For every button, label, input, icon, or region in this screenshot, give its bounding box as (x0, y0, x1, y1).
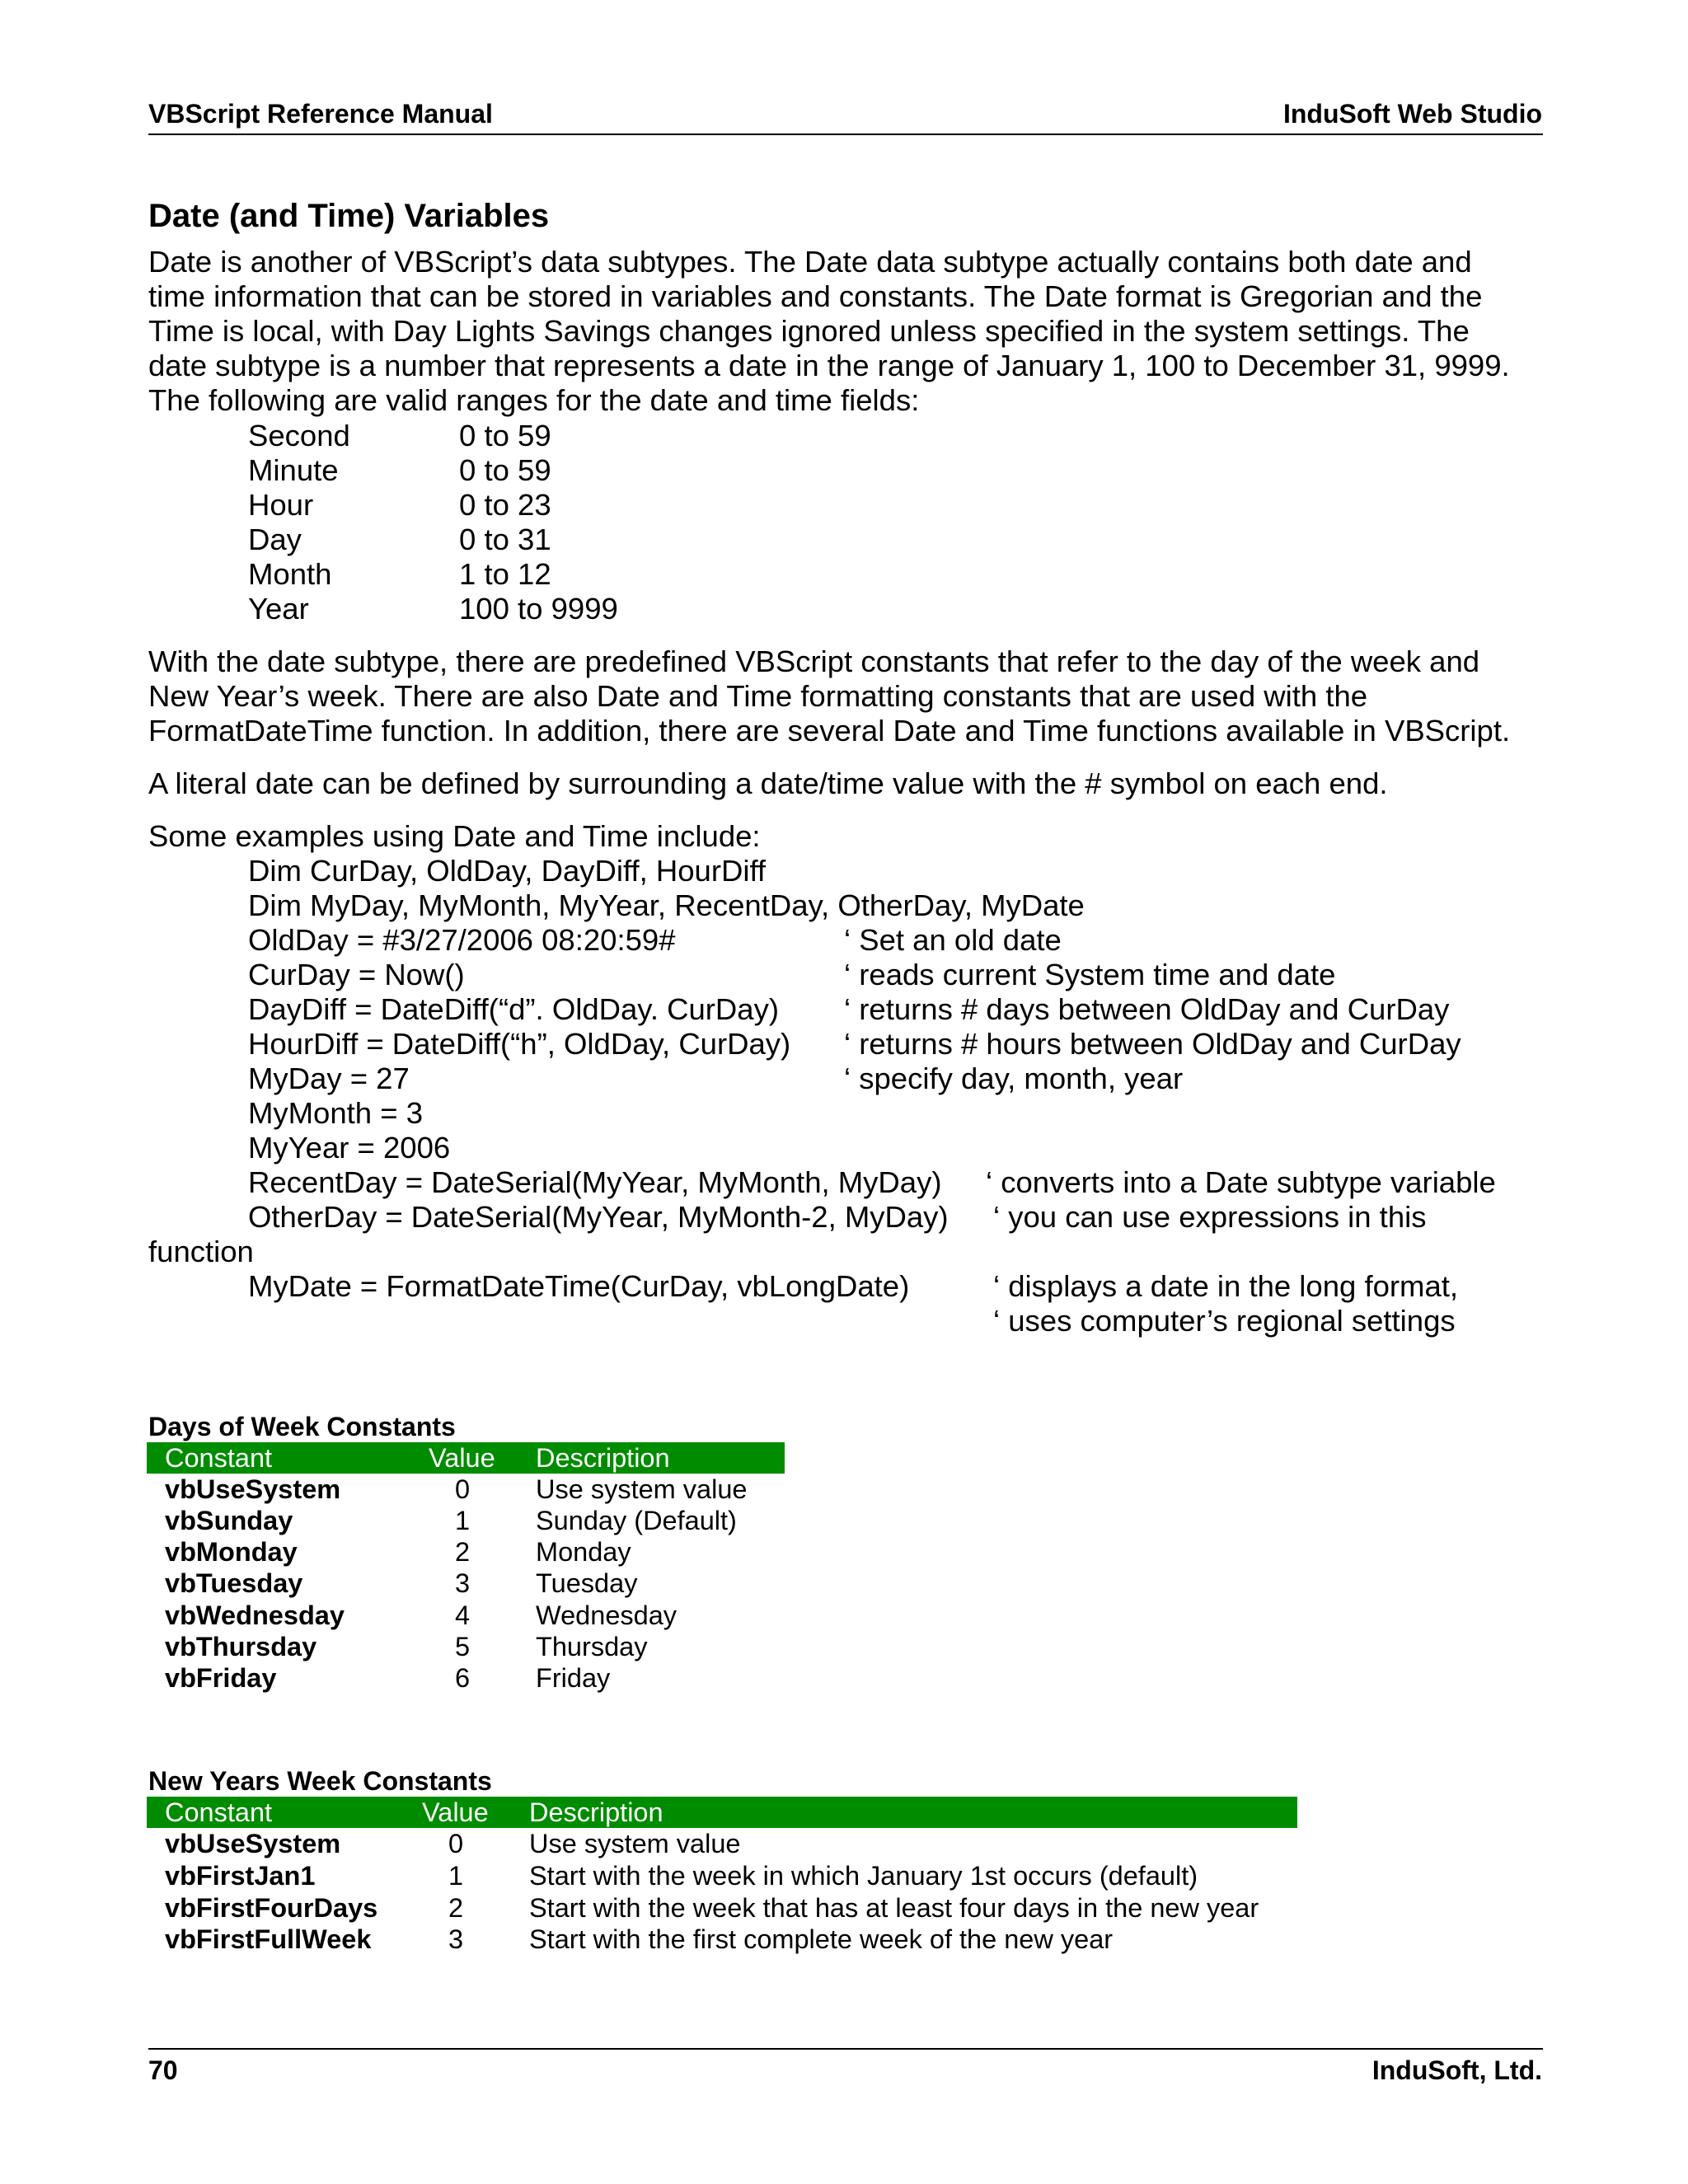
code-line: DayDiff = DateDiff(“d”. OldDay. CurDay) (248, 992, 779, 1026)
code-line: OtherDay = DateSerial(MyYear, MyMonth-2, MyDay) (248, 1200, 949, 1234)
constant-description: Tuesday (536, 1568, 638, 1598)
code-comment: ‘ reads current System time and date (844, 958, 1336, 991)
code-line: MyDay = 27 (248, 1062, 410, 1095)
newyear-table-header (147, 1797, 1297, 1828)
constant-name: vbSunday (165, 1506, 293, 1535)
constant-description: Wednesday (536, 1601, 678, 1630)
days-table-header (147, 1442, 785, 1474)
constant-description: Start with the week in which January 1st occurs (default) (529, 1861, 1198, 1891)
literal-date-note: A literal date can be defined by surrounding a date/time value with the # symbol on each end. (148, 766, 1388, 800)
column-header-constant: Constant (165, 1443, 273, 1473)
constant-name: vbThursday (165, 1632, 317, 1661)
range-field: Second (248, 419, 350, 452)
column-header-value: Value (422, 1797, 489, 1827)
range-value: 0 to 59 (459, 419, 551, 452)
constant-name: vbFirstFourDays (165, 1893, 378, 1923)
code-line: RecentDay = DateSerial(MyYear, MyMonth, MyDay) (248, 1165, 942, 1199)
body-line: With the date subtype, there are predefined VBScript constants that refer to the day of the week and (148, 644, 1480, 678)
range-value: 0 to 59 (459, 453, 551, 487)
header-product: InduSoft Web Studio (1282, 99, 1542, 129)
constant-description: Start with the week that has at least four days in the new year (529, 1893, 1259, 1923)
code-comment: ‘ displays a date in the long format, (993, 1269, 1459, 1303)
examples-intro: Some examples using Date and Time include: (148, 819, 761, 853)
newyear-table-title: New Years Week Constants (148, 1766, 492, 1796)
footer-company: InduSoft, Ltd. (1372, 2055, 1542, 2085)
constant-name: vbMonday (165, 1537, 298, 1567)
constant-value: 6 (454, 1663, 471, 1693)
code-line: Dim MyDay, MyMonth, MyYear, RecentDay, OtherDay, MyDate (248, 888, 1085, 922)
range-field: Year (248, 592, 309, 626)
body-line: FormatDateTime function. In addition, there are several Date and Time functions available in VBScript. (148, 714, 1511, 748)
constant-description: Start with the first complete week of the new year (529, 1924, 1114, 1954)
code-line: CurDay = Now() (248, 958, 465, 991)
constant-description: Use system value (529, 1829, 741, 1858)
constant-value: 3 (454, 1568, 471, 1598)
constant-description: Thursday (536, 1632, 648, 1661)
constant-value: 3 (448, 1924, 464, 1954)
range-value: 0 to 23 (459, 488, 551, 522)
intro-line: The following are valid ranges for the date and time fields: (148, 383, 920, 417)
constant-name: vbWednesday (165, 1601, 345, 1630)
code-comment: ‘ specify day, month, year (844, 1062, 1184, 1095)
code-line: Dim CurDay, OldDay, DayDiff, HourDiff (248, 854, 767, 888)
range-value: 0 to 31 (459, 523, 551, 556)
code-comment: ‘ you can use expressions in this (993, 1200, 1427, 1234)
header-title: VBScript Reference Manual (148, 99, 493, 129)
page-number: 70 (148, 2055, 178, 2085)
constant-value: 0 (448, 1829, 464, 1858)
range-value: 1 to 12 (459, 557, 551, 591)
range-field: Minute (248, 453, 339, 487)
intro-line: time information that can be stored in variables and constants. The Date format is Gregorian and the (148, 279, 1483, 313)
code-wrap: function (148, 1235, 254, 1268)
constant-description: Monday (536, 1537, 631, 1567)
constant-name: vbUseSystem (165, 1474, 341, 1504)
code-comment: ‘ returns # days between OldDay and CurDay (844, 992, 1450, 1026)
intro-line: Date is another of VBScript’s data subtypes. The Date data subtype actually contains both date and (148, 245, 1472, 279)
column-header-description: Description (529, 1797, 663, 1827)
constant-name: vbFirstFullWeek (165, 1924, 372, 1954)
code-comment: ‘ uses computer’s regional settings (993, 1304, 1456, 1338)
column-header-value: Value (429, 1443, 495, 1473)
constant-name: vbTuesday (165, 1568, 303, 1598)
column-header-description: Description (536, 1443, 670, 1473)
code-line: MyYear = 2006 (248, 1131, 451, 1165)
constant-value: 4 (454, 1601, 471, 1630)
constant-name: vbFriday (165, 1663, 277, 1693)
intro-line: Time is local, with Day Lights Savings changes ignored unless specified in the system settings. The (148, 314, 1470, 348)
code-comment: ‘ Set an old date (844, 923, 1062, 957)
code-comment: ‘ returns # hours between OldDay and CurDay (844, 1027, 1461, 1061)
constant-value: 2 (454, 1537, 471, 1567)
constant-value: 2 (448, 1893, 464, 1923)
days-table-title: Days of Week Constants (148, 1412, 456, 1441)
constant-value: 0 (454, 1474, 471, 1504)
constant-description: Use system value (536, 1474, 748, 1504)
constant-description: Sunday (Default) (536, 1506, 737, 1535)
code-comment: ‘ converts into a Date subtype variable (986, 1165, 1496, 1199)
intro-line: date subtype is a number that represents a date in the range of January 1, 100 to December 31, 9999. (148, 349, 1510, 382)
constant-value: 5 (454, 1632, 471, 1661)
range-field: Month (248, 557, 332, 591)
body-line: New Year’s week. There are also Date and Time formatting constants that are used with the (148, 679, 1368, 713)
code-line: OldDay = #3/27/2006 08:20:59# (248, 923, 676, 957)
section-title: Date (and Time) Variables (148, 198, 550, 234)
constant-name: vbUseSystem (165, 1829, 341, 1858)
range-field: Hour (248, 488, 314, 522)
range-field: Day (248, 523, 302, 556)
constant-name: vbFirstJan1 (165, 1861, 316, 1891)
range-value: 100 to 9999 (459, 592, 618, 626)
constant-value: 1 (448, 1861, 464, 1891)
code-line: MyMonth = 3 (248, 1096, 423, 1130)
code-line: MyDate = FormatDateTime(CurDay, vbLongDate) (248, 1269, 910, 1303)
constant-description: Friday (536, 1663, 611, 1693)
footer-rule (148, 2048, 1543, 2050)
column-header-constant: Constant (165, 1797, 273, 1827)
header-rule (148, 134, 1543, 135)
code-line: HourDiff = DateDiff(“h”, OldDay, CurDay) (248, 1027, 791, 1061)
constant-value: 1 (454, 1506, 471, 1535)
